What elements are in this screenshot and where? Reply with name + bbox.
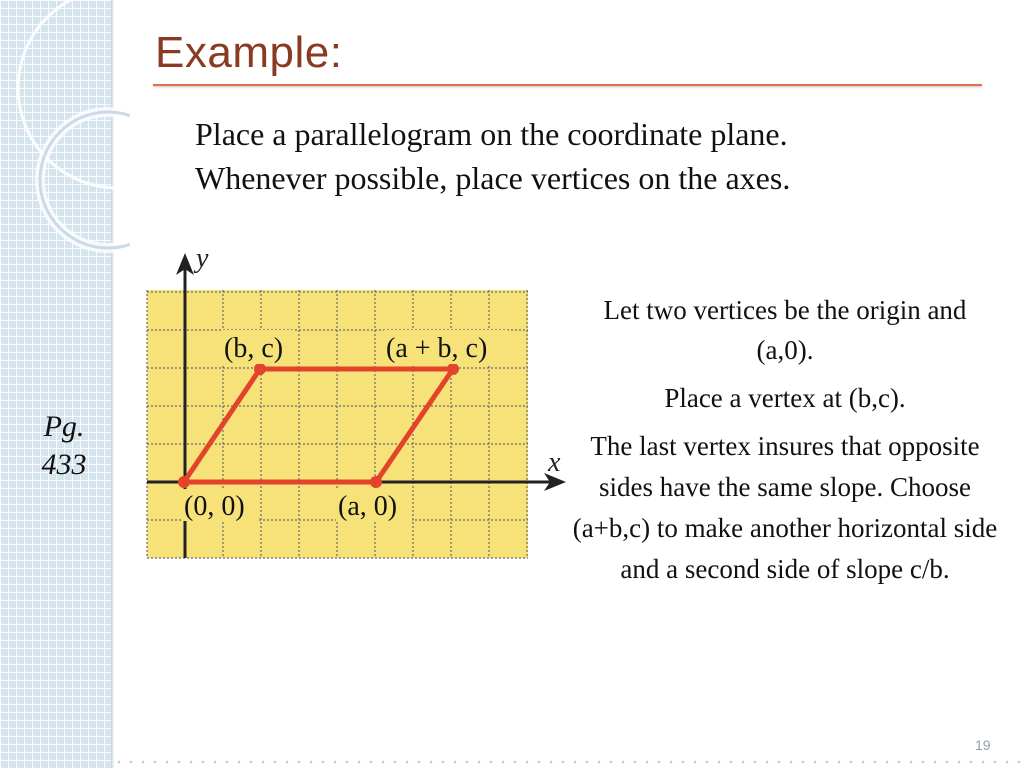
page-reference [24, 408, 104, 484]
decorative-swoosh [0, 0, 130, 300]
vertex-origin [178, 476, 190, 488]
slide-title: Example: [155, 28, 343, 77]
intro-line-1: Place a parallelogram on the coordinate plane. [195, 116, 788, 152]
y-axis-label: y [196, 245, 209, 274]
page-ref-number: 433 [41, 448, 87, 481]
x-axis-label: x [548, 447, 561, 478]
explanation-para-1: Let two vertices be the origin and (a,0). [603, 295, 967, 365]
vertex-bc [254, 363, 266, 375]
label-abc: (a + b, c) [386, 333, 488, 364]
explanation-para-2: Place a vertex at (b,c). [664, 383, 906, 413]
intro-text [195, 112, 995, 200]
intro-line-2: Whenever possible, place vertices on the axes. [195, 160, 791, 196]
explanation-text [572, 290, 998, 598]
parallelogram-figure [142, 245, 572, 565]
label-a: (a, 0) [338, 491, 398, 522]
title-underline [153, 84, 982, 86]
vertex-a [370, 476, 382, 488]
label-origin: (0, 0) [184, 491, 245, 522]
slide-number: 19 [975, 737, 991, 753]
bottom-dotted-border [113, 760, 1024, 764]
vertex-abc [447, 363, 459, 375]
explanation-para-3: The last vertex insures that opposite sides have the same slope. Choose (a+b,c) to make another horizontal side and a second side of slope c/b. [572, 431, 998, 584]
page-ref-label: Pg. [43, 410, 85, 443]
label-bc: (b, c) [224, 333, 284, 364]
